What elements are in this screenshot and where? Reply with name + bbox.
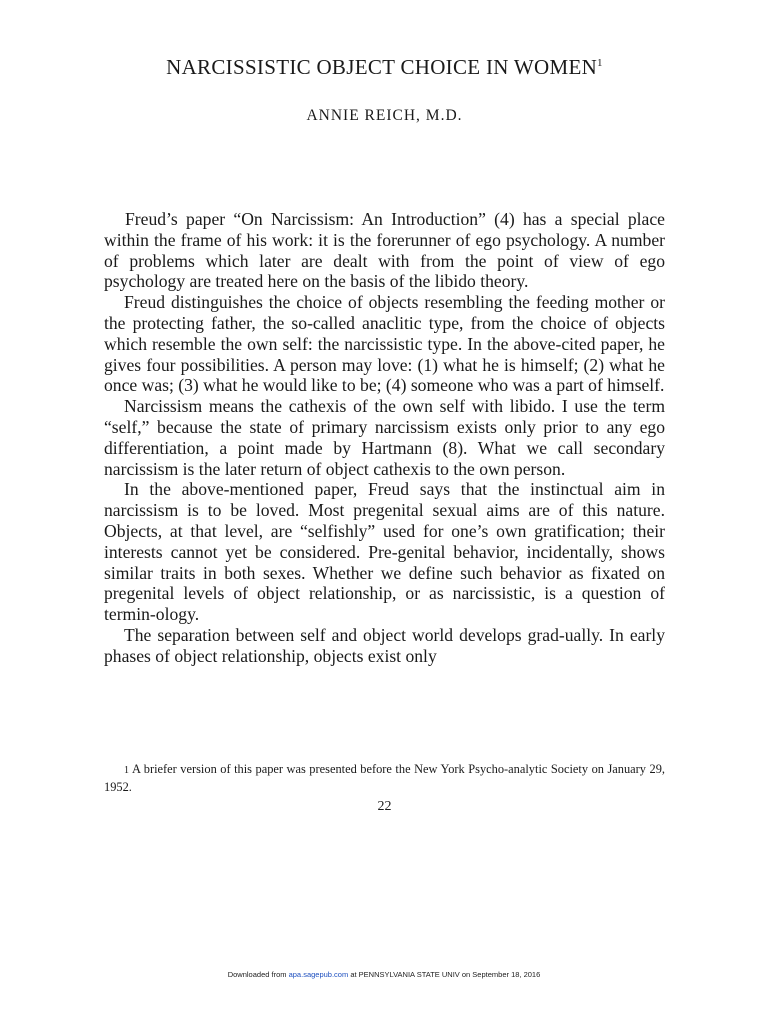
paragraph-5: The separation between self and object world develops grad-ually. In early phases of object relationship, objects exist only xyxy=(104,624,665,666)
article-title xyxy=(104,55,665,80)
title-footnote-mark: 1 xyxy=(597,57,603,69)
footnote-mark: 1 xyxy=(124,765,129,776)
download-source-link[interactable]: apa.sagepub.com xyxy=(288,970,349,979)
paragraph-4: In the above-mentioned paper, Freud says that the instinctual aim in narcissism is to be loved. Most pregenital sexual aims are of this nature. Objects, at that level, are “selfishly” used for one’s own gratification; their interests cannot yet be considered. Pre-genital behavior, incidentally, shows similar traits in both sexes. Whether we define such behavior as fixated on pregenital levels of object relationship, or as narcissistic, is a question of termin-ology. xyxy=(104,479,665,625)
article-title-text: NARCISSISTIC OBJECT CHOICE IN WOMEN xyxy=(166,55,598,79)
paragraph-2: Freud distinguishes the choice of objects resembling the feeding mother or the protecting father, the so-called anaclitic type, from the choice of objects which resemble the own self: the narcissistic type. In the above-cited paper, he gives four possibilities. A person may love: (1) what he is himself; (2) what he once was; (3) what he would like to be; (4) someone who was a part of himself. xyxy=(104,292,665,396)
paragraph-1: Freud’s paper “On Narcissism: An Introduction” (4) has a special place within the frame of his work: it is the forerunner of ego psychology. A number of problems which later are dealt with from the point of view of ego psychology are treated here on the basis of the libido theory. xyxy=(104,209,665,292)
paragraph-3: Narcissism means the cathexis of the own self with libido. I use the term “self,” because the state of primary narcissism exists only prior to any ego differentiation, a point made by Hartmann (8). What we call secondary narcissism is the later return of object cathexis to the own person. xyxy=(104,396,665,479)
page-number: 22 xyxy=(377,799,392,814)
download-prefix: Downloaded from xyxy=(227,970,289,979)
footnote-text: A briefer version of this paper was presented before the New York Psycho-analytic Society on January 29, 1952. xyxy=(104,762,665,794)
download-suffix: at PENNSYLVANIA STATE UNIV on September 18, 2016 xyxy=(348,970,541,979)
article-body xyxy=(104,209,665,667)
footnote xyxy=(104,761,665,795)
author-name: ANNIE REICH, M.D. xyxy=(306,107,463,124)
download-notice xyxy=(0,970,768,979)
